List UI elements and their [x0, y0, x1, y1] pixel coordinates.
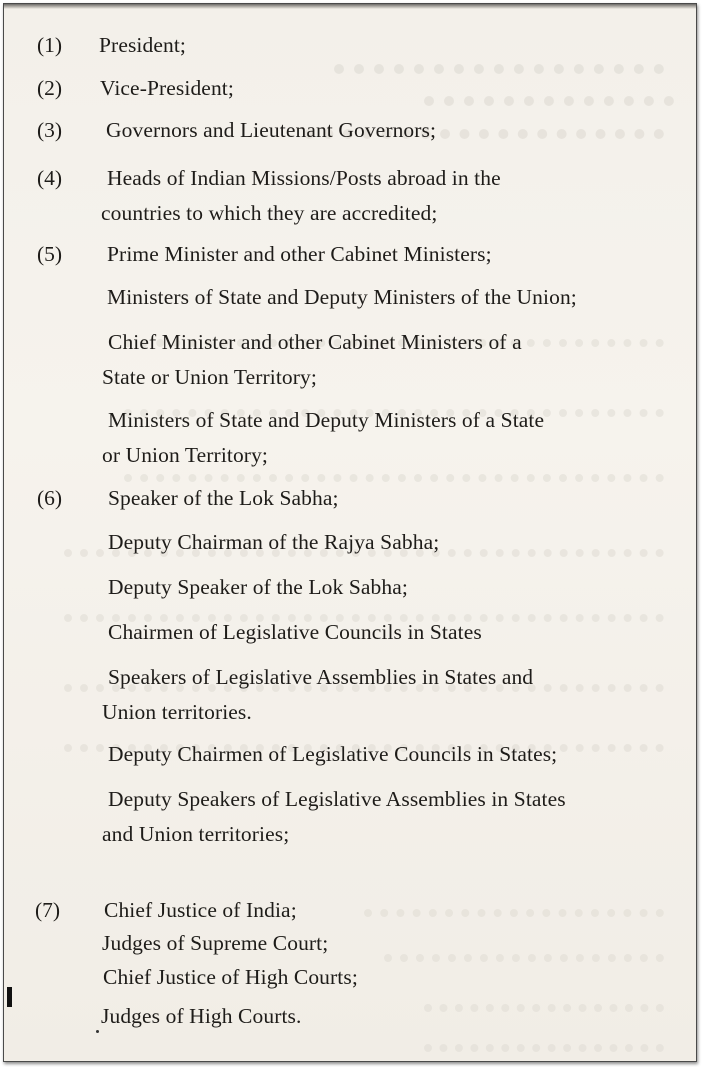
- item-number: (7): [35, 898, 61, 922]
- margin-mark: [7, 987, 12, 1007]
- list-item: Judges of High Courts.: [101, 1004, 302, 1028]
- list-item-continuation: Union territories.: [102, 700, 252, 724]
- item-number: (3): [37, 118, 63, 142]
- list-item-continuation: State or Union Territory;: [102, 365, 317, 389]
- speck-mark: [96, 1030, 99, 1033]
- list-item: Chief Justice of High Courts;: [103, 965, 358, 989]
- list-item: Judges of Supreme Court;: [102, 931, 329, 955]
- list-item: President;: [99, 33, 186, 57]
- list-item: Chief Justice of India;: [104, 898, 297, 922]
- list-item: Chief Minister and other Cabinet Ministers of a: [108, 330, 522, 354]
- list-item: Deputy Chairman of the Rajya Sabha;: [108, 530, 440, 554]
- list-item: Chairmen of Legislative Councils in States: [108, 620, 482, 644]
- list-item-continuation: and Union territories;: [102, 822, 290, 846]
- list-item: Deputy Chairmen of Legislative Councils in States;: [108, 742, 558, 766]
- item-number: (6): [37, 486, 63, 510]
- list-item: Speakers of Legislative Assemblies in States and: [108, 665, 534, 689]
- list-item-continuation: or Union Territory;: [102, 443, 268, 467]
- list-item: Governors and Lieutenant Governors;: [106, 118, 437, 142]
- scan-top-shadow: [4, 4, 696, 9]
- item-number: (1): [37, 33, 63, 57]
- list-item: Deputy Speaker of the Lok Sabha;: [108, 575, 408, 599]
- list-item: Heads of Indian Missions/Posts abroad in the: [107, 166, 501, 190]
- list-item: Ministers of State and Deputy Ministers of a State: [108, 408, 545, 432]
- item-number: (2): [37, 76, 63, 100]
- item-number: (4): [37, 166, 63, 190]
- item-number: (5): [37, 242, 63, 266]
- list-item: Deputy Speakers of Legislative Assemblies in States: [108, 787, 566, 811]
- list-item: Ministers of State and Deputy Ministers of the Union;: [107, 285, 577, 309]
- list-item-continuation: countries to which they are accredited;: [101, 201, 438, 225]
- list-item: Prime Minister and other Cabinet Ministers;: [107, 242, 492, 266]
- list-item: Vice-President;: [100, 76, 234, 100]
- document-page: [3, 3, 697, 1062]
- list-item: Speaker of the Lok Sabha;: [108, 486, 339, 510]
